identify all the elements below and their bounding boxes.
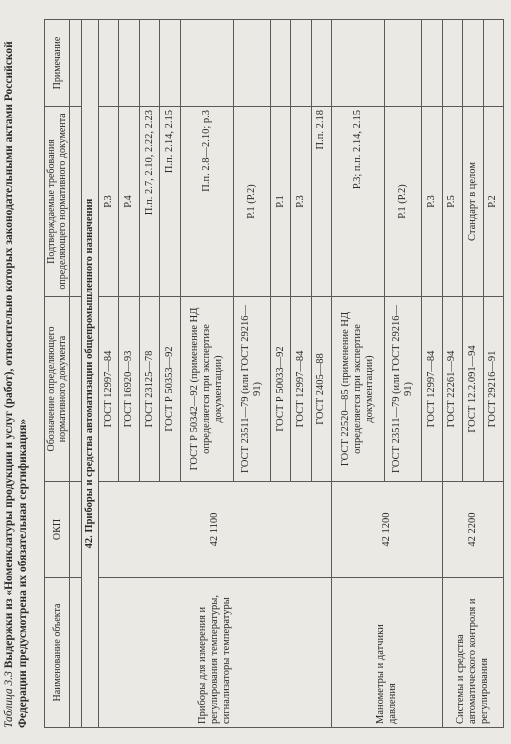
- standard-doc: ГОСТ 2405—88: [311, 297, 331, 482]
- column-number-row: [70, 20, 82, 728]
- caption-label: Таблица 3.3: [3, 671, 15, 728]
- standard-doc: ГОСТ Р 50353—92: [160, 297, 180, 482]
- header-note: Примечание: [45, 20, 70, 107]
- okp-code: 42 1200: [332, 482, 442, 578]
- standard-doc: ГОСТ 22261—94: [442, 297, 462, 482]
- requirement: Р.2: [483, 107, 504, 297]
- caption-title: Выдержки из «Номенклатуры продукции и услуг (работ), относительно которых законодательными актами Российской Федерации предусмотрена их обязательная сертификация»: [3, 41, 29, 728]
- standard-doc: ГОСТ 22520—85 (применение НД определяется при экспертизе документации): [332, 297, 385, 482]
- standard-doc: ГОСТ 23125—78: [139, 297, 159, 482]
- note-cell: [463, 20, 483, 107]
- note-cell: [180, 20, 233, 107]
- standard-doc: ГОСТ 29216—91: [483, 297, 504, 482]
- requirement: Р.1: [270, 107, 290, 297]
- note-cell: [332, 20, 385, 107]
- note-cell: [385, 20, 422, 107]
- note-cell: [442, 20, 462, 107]
- requirement: П.п. 2.7, 2.10, 2.22, 2.23: [139, 107, 159, 297]
- note-cell: [160, 20, 180, 107]
- header-req: Подтверждаемые требования определяющего нормативного документа: [45, 107, 70, 297]
- header-row: [45, 20, 70, 728]
- table-caption: [2, 8, 30, 728]
- standard-doc: ГОСТ 16920—93: [119, 297, 139, 482]
- requirement: Р.3; п.п. 2.14, 2.15: [332, 107, 385, 297]
- note-cell: [139, 20, 159, 107]
- standard-doc: ГОСТ 23511—79 (или ГОСТ 29216—91): [385, 297, 422, 482]
- requirement: Р.1 (Р.2): [385, 107, 422, 297]
- header-name: Наименование объекта: [45, 578, 70, 728]
- standard-doc: ГОСТ Р 50033—92: [270, 297, 290, 482]
- object-name: Манометры и датчики давления: [332, 578, 442, 728]
- table-row: [442, 20, 462, 728]
- requirement: Р.4: [119, 107, 139, 297]
- standard-doc: ГОСТ 12997—84: [99, 297, 119, 482]
- requirement: Р.3: [291, 107, 311, 297]
- header-doc: Обозначение определяющего нормативного документа: [45, 297, 70, 482]
- requirement: П.п. 2.18: [311, 107, 331, 297]
- column-number-cell: [70, 20, 82, 107]
- header-okp: ОКП: [45, 482, 70, 578]
- okp-code: 42 1100: [99, 482, 332, 578]
- standard-doc: ГОСТ 12.2.091—94: [463, 297, 483, 482]
- object-name: Системы и средства автоматического контроля и регулирования: [442, 578, 503, 728]
- note-cell: [270, 20, 290, 107]
- requirement: Р.5: [442, 107, 462, 297]
- group-row: [82, 20, 99, 728]
- okp-code: 42 2200: [442, 482, 503, 578]
- note-cell: [99, 20, 119, 107]
- standard-doc: ГОСТ 12997—84: [291, 297, 311, 482]
- standard-doc: ГОСТ 12997—84: [422, 297, 442, 482]
- note-cell: [233, 20, 270, 107]
- standard-doc: ГОСТ 23511—79 (или ГОСТ 29216—91): [233, 297, 270, 482]
- group-title: 42. Приборы и средства автоматизации общепромышленного назначения: [82, 20, 99, 728]
- requirement: П.п. 2.8—2.10; р.3: [180, 107, 233, 297]
- table-row: [99, 20, 119, 728]
- column-number-cell: [70, 482, 82, 578]
- table-body: [70, 20, 504, 728]
- requirement: Р.3: [422, 107, 442, 297]
- note-cell: [119, 20, 139, 107]
- requirement: Р.1 (Р.2): [233, 107, 270, 297]
- requirement: П.п. 2.14, 2.15: [160, 107, 180, 297]
- note-cell: [422, 20, 442, 107]
- note-cell: [311, 20, 331, 107]
- column-number-cell: [70, 297, 82, 482]
- note-cell: [483, 20, 504, 107]
- column-number-cell: [70, 578, 82, 728]
- table-row: [332, 20, 385, 728]
- object-name: Приборы для измерения и регулирования температуры, сигнализаторы температуры: [99, 578, 332, 728]
- certification-table: [44, 19, 504, 728]
- column-number-cell: [70, 107, 82, 297]
- requirement: Р.3: [99, 107, 119, 297]
- note-cell: [291, 20, 311, 107]
- standard-doc: ГОСТ Р 50342—92 (применение НД определяется при экспертизе документации): [180, 297, 233, 482]
- requirement: Стандарт в целом: [463, 107, 483, 297]
